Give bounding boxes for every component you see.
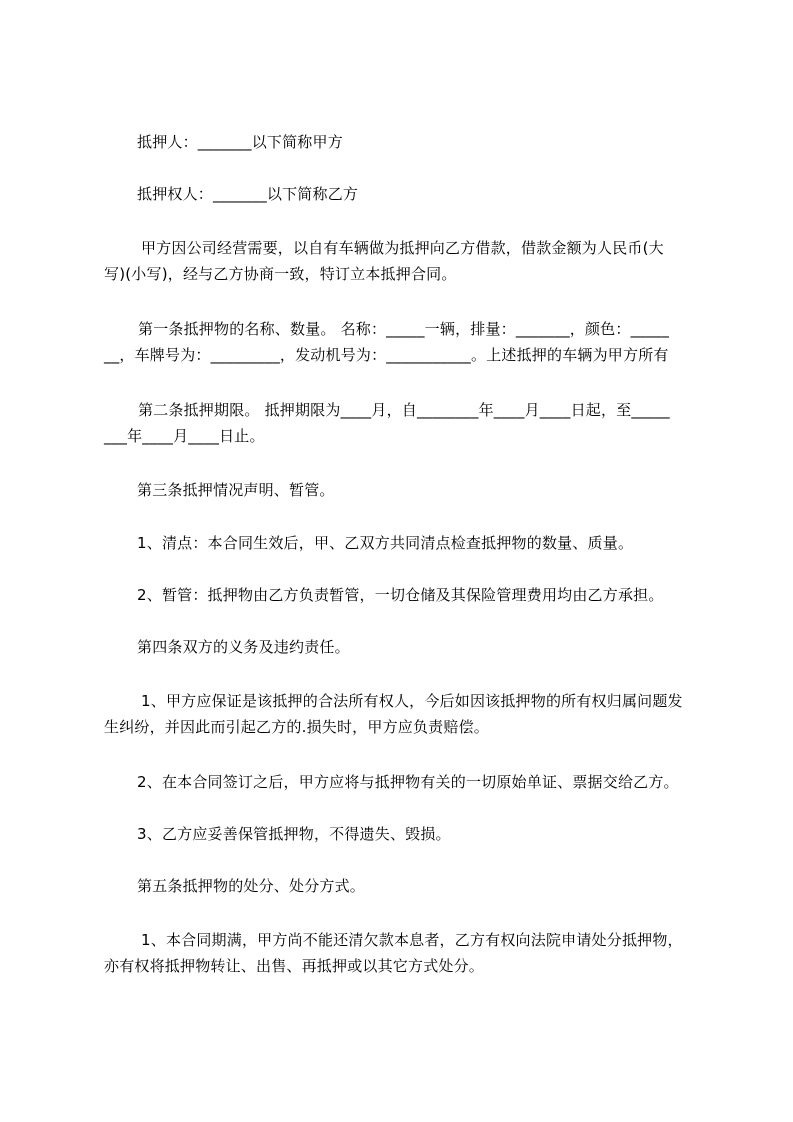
article-4-item-1-line-1: 1、甲方应保证是该抵押的合法所有权人，今后如因该抵押物的所有权归属问题发 (141, 692, 683, 710)
article-5-item-1-line-1: 1、本合同期满，甲方尚不能还清欠款本息者，乙方有权向法院申请处分抵押物， (141, 931, 683, 949)
article-1-line-2: __，车牌号为：_________，发动机号为：___________。上述抵押的车辆为甲方所有 (104, 346, 669, 364)
article-2-line-1: 第二条抵押期限。 抵押期限为____月，自________年____月____日起，至_____ (138, 401, 670, 419)
article-4-item-2: 2、在本合同签订之后，甲方应将与抵押物有关的一切原始单证、票据交给乙方。 (137, 773, 679, 791)
article-5-heading: 第五条抵押物的处分、处分方式。 (137, 877, 366, 895)
article-4-heading: 第四条双方的义务及违约责任。 (137, 638, 350, 656)
article-3-heading: 第三条抵押情况声明、暂管。 (137, 481, 335, 499)
article-2-line-2: ___年____月____日止。 (104, 427, 265, 445)
article-5-item-1-line-2: 亦有权将抵押物转让、出售、再抵押或以其它方式处分。 (104, 957, 485, 975)
party-b-line: 抵押权人：_______以下简称乙方 (137, 185, 359, 203)
article-4-item-3: 3、乙方应妥善保管抵押物，不得遗失、毁损。 (137, 825, 451, 843)
article-4-item-1-line-2: 生纠纷，并因此而引起乙方的.损失时，甲方应负责赔偿。 (104, 718, 489, 736)
article-3-item-1: 1、清点：本合同生效后，甲、乙双方共同清点检查抵押物的数量、质量。 (137, 534, 634, 552)
article-1-line-1: 第一条抵押物的名称、数量。 名称：_____一辆，排量：_______，颜色：_____ (138, 320, 670, 338)
preamble-line-2: 写)(小写)，经与乙方协商一致，特订立本抵押合同。 (104, 265, 457, 283)
preamble-line-1: 甲方因公司经营需要，以自有车辆做为抵押向乙方借款，借款金额为人民币(大 (141, 239, 664, 257)
article-3-item-2: 2、暂管：抵押物由乙方负责暂管，一切仓储及其保险管理费用均由乙方承担。 (137, 586, 664, 604)
party-a-line: 抵押人：_______以下简称甲方 (137, 133, 343, 151)
